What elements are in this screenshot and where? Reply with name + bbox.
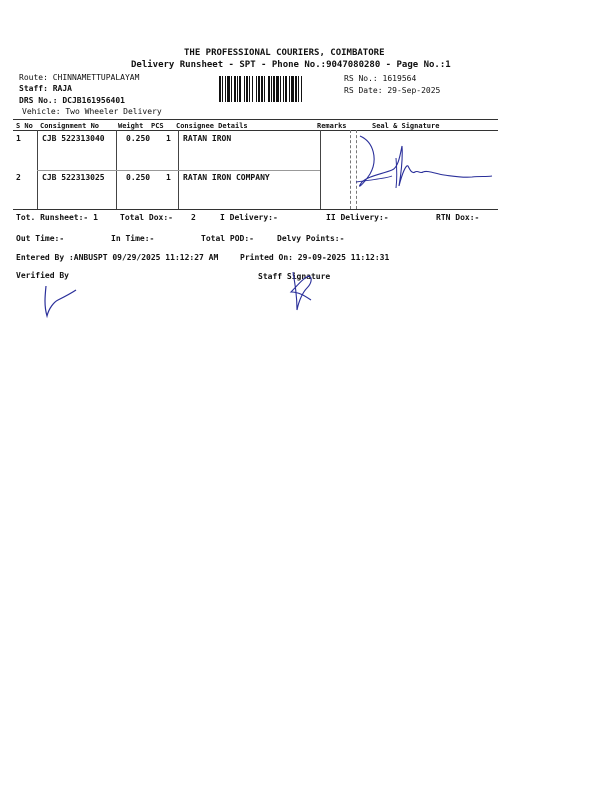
row1-consignee: RATAN IRON bbox=[183, 134, 232, 143]
barcode-bar bbox=[249, 76, 250, 102]
header-consignee: Consignee Details bbox=[176, 122, 248, 130]
rs-number: RS No.: 1619564 bbox=[344, 74, 417, 83]
header-weight: Weight bbox=[118, 122, 144, 130]
barcode-bar bbox=[271, 76, 272, 102]
barcode-bar bbox=[264, 76, 265, 102]
total-runsheet: Tot. Runsheet:- 1 bbox=[16, 213, 98, 222]
barcode-bar bbox=[289, 76, 290, 102]
header-seal: Seal & Signature bbox=[372, 122, 440, 130]
rs-date: RS Date: 29-Sep-2025 bbox=[344, 86, 441, 95]
barcode-bar bbox=[234, 76, 236, 102]
col-sep bbox=[350, 130, 351, 209]
vehicle: Vehicle: Two Wheeler Delivery bbox=[22, 107, 162, 116]
receiver-signature bbox=[352, 130, 502, 210]
barcode-bar bbox=[283, 76, 284, 102]
row2-consignee: RATAN IRON COMPANY bbox=[183, 173, 270, 182]
total-pod: Total POD:- bbox=[201, 234, 254, 243]
barcode-bar bbox=[225, 76, 226, 102]
staff-signature bbox=[285, 270, 325, 320]
row2-sno: 2 bbox=[16, 173, 21, 182]
row-sep bbox=[37, 170, 320, 171]
out-time: Out Time:- bbox=[16, 234, 65, 243]
row1-weight: 0.250 bbox=[126, 134, 151, 143]
barcode-bar bbox=[295, 76, 297, 102]
header-remarks: Remarks bbox=[317, 122, 347, 130]
barcode bbox=[219, 76, 339, 102]
row1-sno: 1 bbox=[16, 134, 21, 143]
barcode-bar bbox=[301, 76, 302, 102]
barcode-bar bbox=[239, 76, 241, 102]
row1-consignment: CJB 522313040 bbox=[42, 134, 105, 143]
route: Route: CHINNAMETTUPALAYAM bbox=[19, 73, 140, 82]
barcode-bar bbox=[246, 76, 248, 102]
row2-consignment: CJB 522313025 bbox=[42, 173, 105, 182]
barcode-bar bbox=[252, 76, 253, 102]
col-sep bbox=[320, 130, 321, 209]
verifier-signature bbox=[40, 284, 80, 324]
barcode-bar bbox=[285, 76, 287, 102]
header-pcs: PCS bbox=[151, 122, 164, 130]
total-dox-value: 2 bbox=[191, 213, 196, 222]
company-title: THE PROFESSIONAL COURIERS, COIMBATORE bbox=[184, 48, 385, 58]
verified-by-label: Verified By bbox=[16, 271, 69, 280]
barcode-bar bbox=[227, 76, 230, 102]
barcode-bar bbox=[268, 76, 270, 102]
row1-pcs: 1 bbox=[166, 134, 171, 143]
barcode-bar bbox=[244, 76, 245, 102]
in-time: In Time:- bbox=[111, 234, 155, 243]
staff: Staff: RAJA bbox=[19, 84, 72, 93]
runsheet-title: Delivery Runsheet - SPT - Phone No.:9047080280 - Page No.:1 bbox=[131, 60, 451, 70]
barcode-bar bbox=[276, 76, 279, 102]
barcode-bar bbox=[273, 76, 275, 102]
barcode-bar bbox=[298, 76, 299, 102]
total-dox-label: Total Dox:- bbox=[120, 213, 173, 222]
barcode-bar bbox=[280, 76, 281, 102]
barcode-bar bbox=[222, 76, 223, 102]
entered-by: Entered By :ANBUSPT 09/29/2025 11:12:27 AM bbox=[16, 253, 219, 262]
row2-pcs: 1 bbox=[166, 173, 171, 182]
barcode-bar bbox=[256, 76, 257, 102]
row2-weight: 0.250 bbox=[126, 173, 151, 182]
staff-signature-label: Staff Signature bbox=[258, 272, 331, 281]
printed-on: Printed On: 29-09-2025 11:12:31 bbox=[240, 253, 390, 262]
ii-delivery: II Delivery:- bbox=[326, 213, 389, 222]
barcode-bar bbox=[231, 76, 232, 102]
drs-number: DRS No.: DCJB161956401 bbox=[19, 96, 125, 105]
barcode-bar bbox=[237, 76, 238, 102]
header-consignment: Consignment No bbox=[40, 122, 100, 130]
table-top-rule bbox=[13, 119, 498, 120]
barcode-bar bbox=[291, 76, 294, 102]
barcode-bar bbox=[219, 76, 221, 102]
barcode-bar bbox=[261, 76, 263, 102]
i-delivery: I Delivery:- bbox=[220, 213, 278, 222]
header-sno: S No bbox=[16, 122, 33, 130]
delivery-points: Delvy Points:- bbox=[277, 234, 345, 243]
barcode-bar bbox=[258, 76, 260, 102]
rtn-dox: RTN Dox:- bbox=[436, 213, 480, 222]
